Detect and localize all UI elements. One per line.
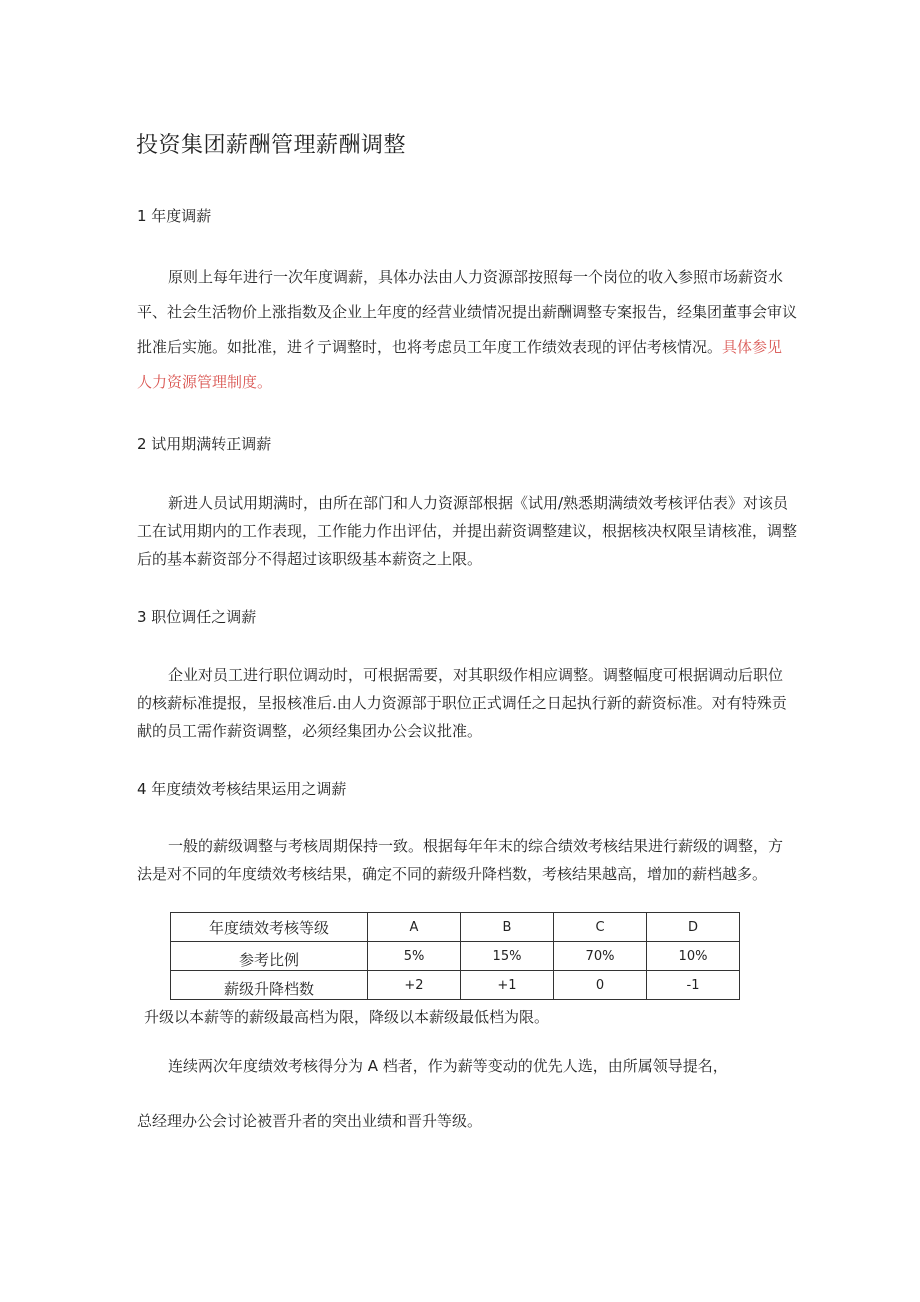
table-row bbox=[171, 942, 740, 971]
closing-line-2: 总经理办公会讨论被晋升者的突出业绩和晋升等级。 bbox=[137, 1112, 483, 1130]
section-paragraph-3: 企业对员工进行职位调动时，可根据需要，对其职级作相应调整。调整幅度可根据调动后职位的核薪标准提报，呈报核准后.由人力资源部于职位正式调任之日起执行新的薪资标准。对有特殊贡献的员工需作薪资调整，必须经集团办公会议批准。 bbox=[137, 666, 787, 740]
table-cell: 参考比例 bbox=[171, 942, 368, 971]
table-cell: 5% bbox=[368, 942, 461, 971]
section-heading-3: 3 职位调任之调薪 bbox=[137, 608, 257, 626]
table-cell: +1 bbox=[461, 971, 554, 1000]
table-cell: 年度绩效考核等级 bbox=[171, 913, 368, 942]
section-paragraph-1-text: 原则上每年进行一次年度调薪，具体办法由人力资源部按照每一个岗位的收入参照市场薪资水平、社会生活物价上涨指数及企业上年度的经营业绩情况提出薪酬调整专案报告，经集团董事会审议批准后实施。如批准，进彳亍调整时，也将考虑员工年度工作绩效表现的评估考核情况。 bbox=[137, 268, 798, 356]
table-cell: B bbox=[461, 913, 554, 942]
table-row bbox=[171, 913, 740, 942]
policy-reference-link[interactable]: 具体参见人力资源管理制度。 bbox=[137, 338, 783, 391]
table-row bbox=[171, 971, 740, 1000]
table-cell: 15% bbox=[461, 942, 554, 971]
table-cell: A bbox=[368, 913, 461, 942]
table-cell: D bbox=[647, 913, 740, 942]
performance-grade-table bbox=[170, 912, 740, 1000]
after-table-note: 升级以本薪等的薪级最高档为限，降级以本薪级最低档为限。 bbox=[144, 1008, 550, 1026]
section-heading-1: 1 年度调薪 bbox=[137, 207, 212, 225]
table-cell: 70% bbox=[554, 942, 647, 971]
table-cell: 0 bbox=[554, 971, 647, 1000]
closing-line-1: 连续两次年度绩效考核得分为 A 档者，作为薪等变动的优先人选，由所属领导提名， bbox=[168, 1057, 728, 1075]
table-cell: C bbox=[554, 913, 647, 942]
section-paragraph-1 bbox=[137, 260, 797, 400]
section-paragraph-4: 一般的薪级调整与考核周期保持一致。根据每年年末的综合绩效考核结果进行薪级的调整，方法是对不同的年度绩效考核结果，确定不同的薪级升降档数，考核结果越高，增加的薪档越多。 bbox=[137, 837, 784, 883]
table-cell: -1 bbox=[647, 971, 740, 1000]
section-heading-4: 4 年度绩效考核结果运用之调薪 bbox=[137, 780, 347, 798]
page-title: 投资集团薪酬管理薪酬调整 bbox=[136, 133, 407, 158]
table-cell: 薪级升降档数 bbox=[171, 971, 368, 1000]
section-paragraph-2: 新进人员试用期满时，由所在部门和人力资源部根据《试用/熟悉期满绩效考核评估表》对该员工在试用期内的工作表现，工作能力作出评估，并提出薪资调整建议，根据核决权限呈请核准，调整后的基本薪资部分不得超过该职级基本薪资之上限。 bbox=[137, 494, 798, 568]
section-heading-2: 2 试用期满转正调薪 bbox=[137, 435, 272, 453]
table-cell: +2 bbox=[368, 971, 461, 1000]
table-cell: 10% bbox=[647, 942, 740, 971]
